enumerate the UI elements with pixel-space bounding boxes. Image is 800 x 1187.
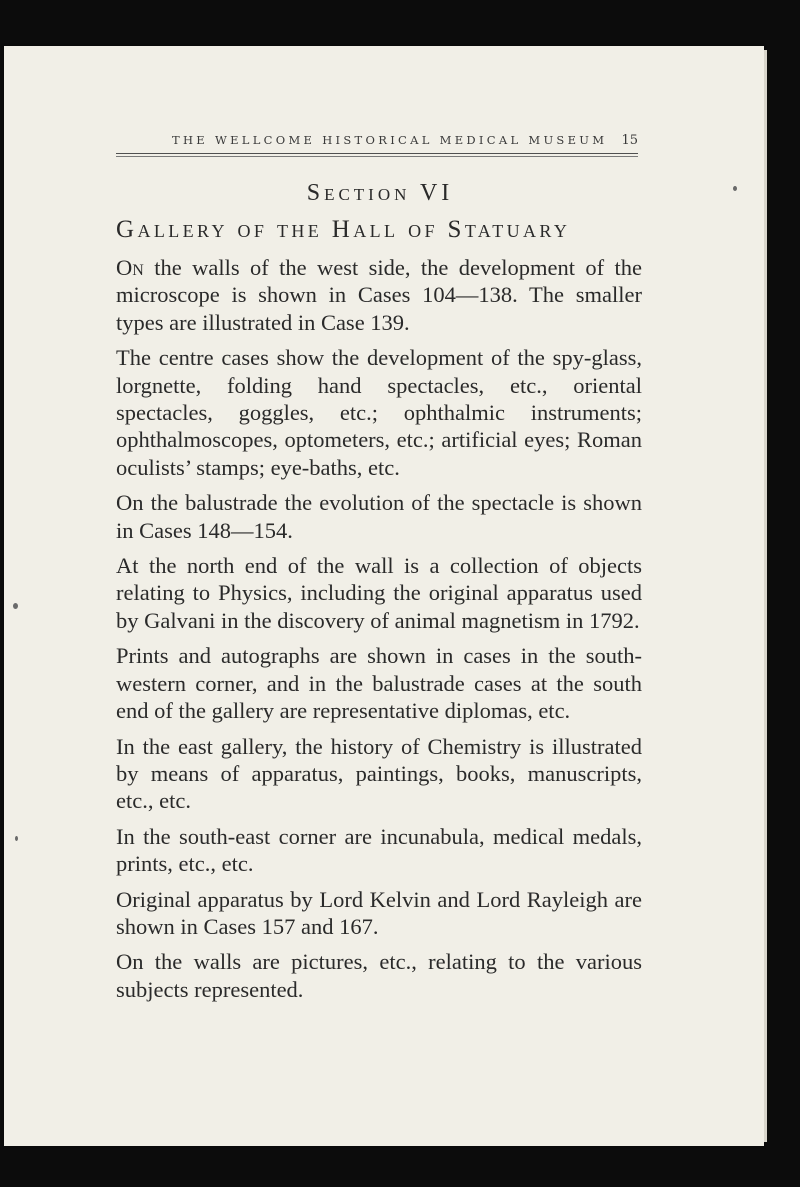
section-heading: Section VI (306, 180, 454, 206)
paragraph: The centre cases show the development of the spy-glass, lorgnette, folding hand spectacles, etc., oriental spectacles, goggles, etc.; ophthalmic instruments; ophthalmoscopes, optometers, etc.; artificial eyes; Roman oculists’ stamps; eye-baths, etc. (116, 345, 642, 480)
paragraph: On the walls are pictures, etc., relating to the various subjects represented. (116, 949, 642, 1002)
page-number: 15 (621, 133, 638, 148)
paragraph: Prints and autographs are shown in cases in the south-western corner, and in the balustrade cases at the south end of the gallery are representative diplomas, etc. (116, 643, 642, 724)
page-edge (764, 50, 767, 1142)
header-rule-bottom (116, 156, 638, 157)
paragraph-text: the walls of the west side, the development of the microscope is shown in Cases 104—138. The smaller types are illustrated in Case 139. (116, 255, 642, 335)
paragraph: At the north end of the wall is a collection of objects relating to Physics, including the original apparatus used by Galvani in the discovery of animal magnetism in 1792. (116, 553, 642, 633)
paragraph: In the east gallery, the history of Chemistry is illustrated by means of apparatus, paintings, books, manuscripts, etc., etc. (116, 733, 642, 814)
paper-speck (13, 603, 18, 609)
gallery-heading: Gallery of the Hall of Statuary (116, 216, 571, 243)
paragraph: On the balustrade the evolution of the spectacle is shown in Cases 148—154. (116, 490, 642, 543)
running-title: THE WELLCOME HISTORICAL MEDICAL MUSEUM (172, 133, 608, 147)
header-rule-top (116, 153, 638, 154)
paper-speck (15, 836, 18, 841)
paragraph (116, 254, 642, 336)
running-head (172, 133, 638, 151)
body-text (116, 254, 642, 1011)
paragraph: In the south-east corner are incunabula, medical medals, prints, etc., etc. (116, 823, 642, 877)
paragraph: Original apparatus by Lord Kelvin and Lord Rayleigh are shown in Cases 157 and 167. (116, 886, 642, 939)
paper-speck (733, 186, 737, 191)
paragraph-lead-word: On (116, 255, 144, 280)
